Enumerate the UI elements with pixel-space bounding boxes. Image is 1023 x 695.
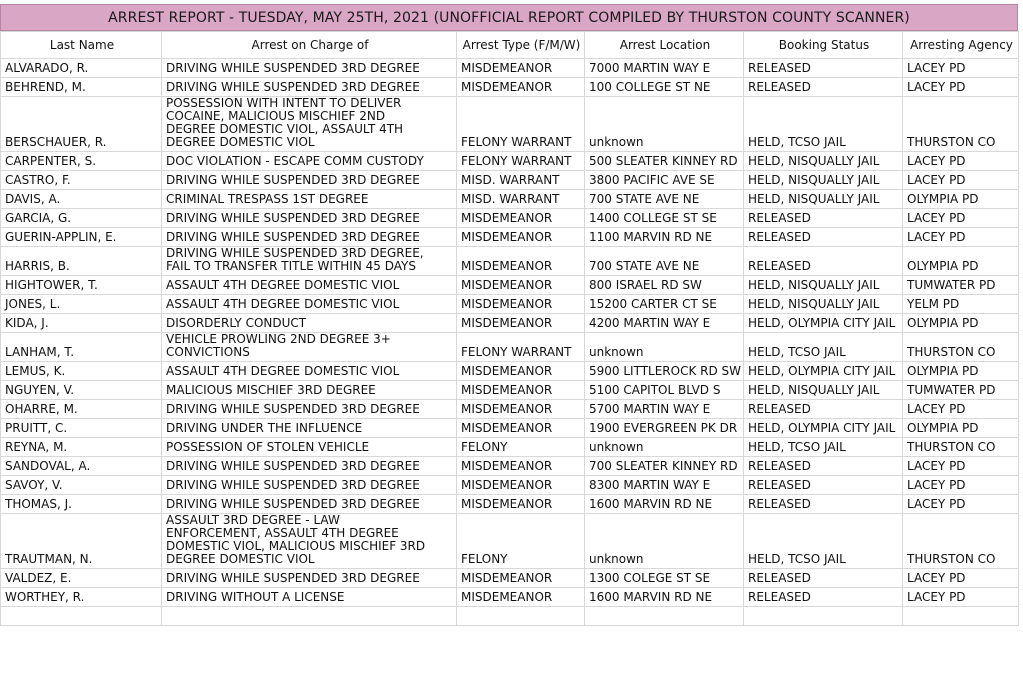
cell-charge: DISORDERLY CONDUCT bbox=[162, 314, 457, 333]
table-row bbox=[1, 295, 1019, 314]
cell-arrest-type: MISD. WARRANT bbox=[457, 171, 585, 190]
cell-charge: DRIVING WHILE SUSPENDED 3RD DEGREE bbox=[162, 400, 457, 419]
cell-charge: POSSESSION OF STOLEN VEHICLE bbox=[162, 438, 457, 457]
cell-booking-status: RELEASED bbox=[744, 400, 903, 419]
cell-agency: THURSTON CO bbox=[903, 333, 1019, 362]
cell-charge: DRIVING WHILE SUSPENDED 3RD DEGREE bbox=[162, 495, 457, 514]
table-row bbox=[1, 381, 1019, 400]
col-header-last-name: Last Name bbox=[1, 32, 162, 59]
empty-cell bbox=[903, 607, 1019, 626]
cell-charge: DRIVING WHILE SUSPENDED 3RD DEGREE, FAIL TO TRANSFER TITLE WITHIN 45 DAYS bbox=[162, 247, 457, 276]
cell-arrest-type: MISDEMEANOR bbox=[457, 295, 585, 314]
cell-last-name: NGUYEN, V. bbox=[1, 381, 162, 400]
cell-agency: OLYMPIA PD bbox=[903, 314, 1019, 333]
cell-charge: ASSAULT 4TH DEGREE DOMESTIC VIOL bbox=[162, 362, 457, 381]
cell-charge: POSSESSION WITH INTENT TO DELIVER COCAINE, MALICIOUS MISCHIEF 2ND DEGREE DOMESTIC VIOL, ASSAULT 4TH DEGREE DOMESTIC VIOL bbox=[162, 97, 457, 152]
cell-location: 8300 MARTIN WAY E bbox=[585, 476, 744, 495]
cell-arrest-type: FELONY WARRANT bbox=[457, 97, 585, 152]
cell-location: 4200 MARTIN WAY E bbox=[585, 314, 744, 333]
cell-location: 700 STATE AVE NE bbox=[585, 247, 744, 276]
table-row bbox=[1, 276, 1019, 295]
cell-agency: OLYMPIA PD bbox=[903, 419, 1019, 438]
cell-booking-status: RELEASED bbox=[744, 457, 903, 476]
cell-location: 5700 MARTIN WAY E bbox=[585, 400, 744, 419]
cell-charge: ASSAULT 4TH DEGREE DOMESTIC VIOL bbox=[162, 295, 457, 314]
table-row bbox=[1, 59, 1019, 78]
cell-agency: LACEY PD bbox=[903, 588, 1019, 607]
header-row bbox=[1, 32, 1019, 59]
cell-arrest-type: MISDEMEANOR bbox=[457, 247, 585, 276]
cell-last-name: TRAUTMAN, N. bbox=[1, 514, 162, 569]
cell-last-name: LEMUS, K. bbox=[1, 362, 162, 381]
cell-arrest-type: MISDEMEANOR bbox=[457, 59, 585, 78]
cell-last-name: LANHAM, T. bbox=[1, 333, 162, 362]
cell-location: unknown bbox=[585, 97, 744, 152]
cell-charge: DRIVING WHILE SUSPENDED 3RD DEGREE bbox=[162, 569, 457, 588]
cell-booking-status: RELEASED bbox=[744, 228, 903, 247]
cell-last-name: SAVOY, V. bbox=[1, 476, 162, 495]
cell-booking-status: HELD, NISQUALLY JAIL bbox=[744, 381, 903, 400]
cell-location: 700 STATE AVE NE bbox=[585, 190, 744, 209]
cell-last-name: VALDEZ, E. bbox=[1, 569, 162, 588]
cell-charge: DRIVING WHILE SUSPENDED 3RD DEGREE bbox=[162, 457, 457, 476]
table-row bbox=[1, 569, 1019, 588]
cell-charge: DRIVING WHILE SUSPENDED 3RD DEGREE bbox=[162, 171, 457, 190]
cell-booking-status: HELD, OLYMPIA CITY JAIL bbox=[744, 419, 903, 438]
cell-charge: DRIVING WHILE SUSPENDED 3RD DEGREE bbox=[162, 78, 457, 97]
cell-booking-status: HELD, NISQUALLY JAIL bbox=[744, 152, 903, 171]
table-row bbox=[1, 209, 1019, 228]
cell-booking-status: HELD, NISQUALLY JAIL bbox=[744, 190, 903, 209]
cell-booking-status: HELD, TCSO JAIL bbox=[744, 514, 903, 569]
cell-last-name: BERSCHAUER, R. bbox=[1, 97, 162, 152]
cell-last-name: CARPENTER, S. bbox=[1, 152, 162, 171]
cell-location: 1600 MARVIN RD NE bbox=[585, 495, 744, 514]
table-row bbox=[1, 588, 1019, 607]
cell-booking-status: RELEASED bbox=[744, 495, 903, 514]
cell-arrest-type: FELONY bbox=[457, 514, 585, 569]
table-row bbox=[1, 495, 1019, 514]
cell-charge: DRIVING WITHOUT A LICENSE bbox=[162, 588, 457, 607]
cell-charge: DOC VIOLATION - ESCAPE COMM CUSTODY bbox=[162, 152, 457, 171]
cell-agency: OLYMPIA PD bbox=[903, 247, 1019, 276]
cell-booking-status: RELEASED bbox=[744, 588, 903, 607]
cell-booking-status: RELEASED bbox=[744, 59, 903, 78]
cell-agency: THURSTON CO bbox=[903, 438, 1019, 457]
empty-cell bbox=[457, 607, 585, 626]
cell-location: 3800 PACIFIC AVE SE bbox=[585, 171, 744, 190]
cell-booking-status: HELD, TCSO JAIL bbox=[744, 333, 903, 362]
empty-cell bbox=[585, 607, 744, 626]
cell-agency: LACEY PD bbox=[903, 152, 1019, 171]
cell-arrest-type: MISDEMEANOR bbox=[457, 209, 585, 228]
table-row bbox=[1, 457, 1019, 476]
table-row bbox=[1, 190, 1019, 209]
col-header-location: Arrest Location bbox=[585, 32, 744, 59]
table-row bbox=[1, 419, 1019, 438]
table-row bbox=[1, 78, 1019, 97]
cell-location: unknown bbox=[585, 514, 744, 569]
cell-location: 1300 COLEGE ST SE bbox=[585, 569, 744, 588]
table-row bbox=[1, 228, 1019, 247]
cell-agency: YELM PD bbox=[903, 295, 1019, 314]
cell-charge: DRIVING WHILE SUSPENDED 3RD DEGREE bbox=[162, 209, 457, 228]
cell-last-name: JONES, L. bbox=[1, 295, 162, 314]
cell-charge: CRIMINAL TRESPASS 1ST DEGREE bbox=[162, 190, 457, 209]
cell-location: 800 ISRAEL RD SW bbox=[585, 276, 744, 295]
cell-agency: OLYMPIA PD bbox=[903, 190, 1019, 209]
cell-charge: DRIVING UNDER THE INFLUENCE bbox=[162, 419, 457, 438]
cell-location: 5900 LITTLEROCK RD SW bbox=[585, 362, 744, 381]
empty-cell bbox=[744, 607, 903, 626]
cell-location: 1900 EVERGREEN PK DR bbox=[585, 419, 744, 438]
table-row bbox=[1, 171, 1019, 190]
cell-agency: LACEY PD bbox=[903, 171, 1019, 190]
cell-last-name: CASTRO, F. bbox=[1, 171, 162, 190]
cell-last-name: GARCIA, G. bbox=[1, 209, 162, 228]
cell-arrest-type: MISDEMEANOR bbox=[457, 381, 585, 400]
empty-row bbox=[1, 607, 1019, 626]
cell-arrest-type: MISDEMEANOR bbox=[457, 476, 585, 495]
cell-agency: LACEY PD bbox=[903, 569, 1019, 588]
cell-arrest-type: MISDEMEANOR bbox=[457, 400, 585, 419]
cell-last-name: THOMAS, J. bbox=[1, 495, 162, 514]
cell-booking-status: RELEASED bbox=[744, 476, 903, 495]
table-row bbox=[1, 514, 1019, 569]
cell-arrest-type: MISDEMEANOR bbox=[457, 588, 585, 607]
empty-cell bbox=[162, 607, 457, 626]
cell-last-name: SANDOVAL, A. bbox=[1, 457, 162, 476]
col-header-booking-status: Booking Status bbox=[744, 32, 903, 59]
report-title: ARREST REPORT - TUESDAY, MAY 25TH, 2021 (UNOFFICIAL REPORT COMPILED BY THURSTON COUNTY SCANNER) bbox=[0, 4, 1018, 31]
cell-arrest-type: MISDEMEANOR bbox=[457, 457, 585, 476]
cell-arrest-type: MISDEMEANOR bbox=[457, 569, 585, 588]
cell-arrest-type: FELONY WARRANT bbox=[457, 152, 585, 171]
cell-charge: DRIVING WHILE SUSPENDED 3RD DEGREE bbox=[162, 476, 457, 495]
cell-last-name: DAVIS, A. bbox=[1, 190, 162, 209]
cell-agency: THURSTON CO bbox=[903, 97, 1019, 152]
cell-agency: TUMWATER PD bbox=[903, 276, 1019, 295]
cell-booking-status: HELD, NISQUALLY JAIL bbox=[744, 295, 903, 314]
cell-booking-status: HELD, TCSO JAIL bbox=[744, 438, 903, 457]
cell-last-name: OHARRE, M. bbox=[1, 400, 162, 419]
table-row bbox=[1, 333, 1019, 362]
cell-last-name: HIGHTOWER, T. bbox=[1, 276, 162, 295]
cell-last-name: HARRIS, B. bbox=[1, 247, 162, 276]
cell-agency: LACEY PD bbox=[903, 476, 1019, 495]
cell-last-name: ALVARADO, R. bbox=[1, 59, 162, 78]
table-row bbox=[1, 400, 1019, 419]
cell-agency: LACEY PD bbox=[903, 209, 1019, 228]
cell-booking-status: HELD, OLYMPIA CITY JAIL bbox=[744, 314, 903, 333]
table-row bbox=[1, 476, 1019, 495]
cell-booking-status: HELD, NISQUALLY JAIL bbox=[744, 171, 903, 190]
cell-arrest-type: FELONY WARRANT bbox=[457, 333, 585, 362]
cell-location: 7000 MARTIN WAY E bbox=[585, 59, 744, 78]
cell-location: 700 SLEATER KINNEY RD bbox=[585, 457, 744, 476]
cell-last-name: PRUITT, C. bbox=[1, 419, 162, 438]
cell-arrest-type: FELONY bbox=[457, 438, 585, 457]
cell-agency: OLYMPIA PD bbox=[903, 362, 1019, 381]
cell-agency: LACEY PD bbox=[903, 457, 1019, 476]
cell-booking-status: RELEASED bbox=[744, 247, 903, 276]
cell-booking-status: RELEASED bbox=[744, 209, 903, 228]
cell-location: 500 SLEATER KINNEY RD bbox=[585, 152, 744, 171]
cell-location: 100 COLLEGE ST NE bbox=[585, 78, 744, 97]
cell-location: 1400 COLLEGE ST SE bbox=[585, 209, 744, 228]
cell-location: unknown bbox=[585, 333, 744, 362]
cell-location: 1100 MARVIN RD NE bbox=[585, 228, 744, 247]
cell-agency: TUMWATER PD bbox=[903, 381, 1019, 400]
cell-arrest-type: MISDEMEANOR bbox=[457, 314, 585, 333]
table-row bbox=[1, 247, 1019, 276]
arrest-table bbox=[0, 31, 1019, 626]
cell-location: 1600 MARVIN RD NE bbox=[585, 588, 744, 607]
cell-booking-status: HELD, OLYMPIA CITY JAIL bbox=[744, 362, 903, 381]
col-header-charge: Arrest on Charge of bbox=[162, 32, 457, 59]
table-row bbox=[1, 97, 1019, 152]
cell-agency: LACEY PD bbox=[903, 495, 1019, 514]
cell-charge: ASSAULT 3RD DEGREE - LAW ENFORCEMENT, ASSAULT 4TH DEGREE DOMESTIC VIOL, MALICIOUS MISCHIEF 3RD DEGREE DOMESTIC VIOL bbox=[162, 514, 457, 569]
cell-last-name: REYNA, M. bbox=[1, 438, 162, 457]
cell-arrest-type: MISDEMEANOR bbox=[457, 419, 585, 438]
cell-arrest-type: MISDEMEANOR bbox=[457, 362, 585, 381]
cell-agency: LACEY PD bbox=[903, 228, 1019, 247]
table-row bbox=[1, 362, 1019, 381]
empty-cell bbox=[1, 607, 162, 626]
cell-arrest-type: MISDEMEANOR bbox=[457, 276, 585, 295]
cell-arrest-type: MISDEMEANOR bbox=[457, 495, 585, 514]
cell-arrest-type: MISDEMEANOR bbox=[457, 78, 585, 97]
cell-location: 15200 CARTER CT SE bbox=[585, 295, 744, 314]
cell-location: 5100 CAPITOL BLVD S bbox=[585, 381, 744, 400]
cell-charge: DRIVING WHILE SUSPENDED 3RD DEGREE bbox=[162, 228, 457, 247]
cell-last-name: KIDA, J. bbox=[1, 314, 162, 333]
cell-arrest-type: MISDEMEANOR bbox=[457, 228, 585, 247]
cell-agency: LACEY PD bbox=[903, 400, 1019, 419]
table-body bbox=[1, 59, 1019, 626]
col-header-arrest-type: Arrest Type (F/M/W) bbox=[457, 32, 585, 59]
cell-charge: DRIVING WHILE SUSPENDED 3RD DEGREE bbox=[162, 59, 457, 78]
col-header-agency: Arresting Agency bbox=[903, 32, 1019, 59]
cell-last-name: WORTHEY, R. bbox=[1, 588, 162, 607]
table-row bbox=[1, 314, 1019, 333]
cell-booking-status: RELEASED bbox=[744, 569, 903, 588]
cell-last-name: BEHREND, M. bbox=[1, 78, 162, 97]
cell-arrest-type: MISD. WARRANT bbox=[457, 190, 585, 209]
cell-charge: MALICIOUS MISCHIEF 3RD DEGREE bbox=[162, 381, 457, 400]
table-row bbox=[1, 438, 1019, 457]
cell-booking-status: RELEASED bbox=[744, 78, 903, 97]
cell-agency: THURSTON CO bbox=[903, 514, 1019, 569]
cell-booking-status: HELD, NISQUALLY JAIL bbox=[744, 276, 903, 295]
table-row bbox=[1, 152, 1019, 171]
cell-last-name: GUERIN-APPLIN, E. bbox=[1, 228, 162, 247]
cell-agency: LACEY PD bbox=[903, 78, 1019, 97]
cell-booking-status: HELD, TCSO JAIL bbox=[744, 97, 903, 152]
cell-charge: ASSAULT 4TH DEGREE DOMESTIC VIOL bbox=[162, 276, 457, 295]
cell-agency: LACEY PD bbox=[903, 59, 1019, 78]
cell-charge: VEHICLE PROWLING 2ND DEGREE 3+ CONVICTIONS bbox=[162, 333, 457, 362]
cell-location: unknown bbox=[585, 438, 744, 457]
